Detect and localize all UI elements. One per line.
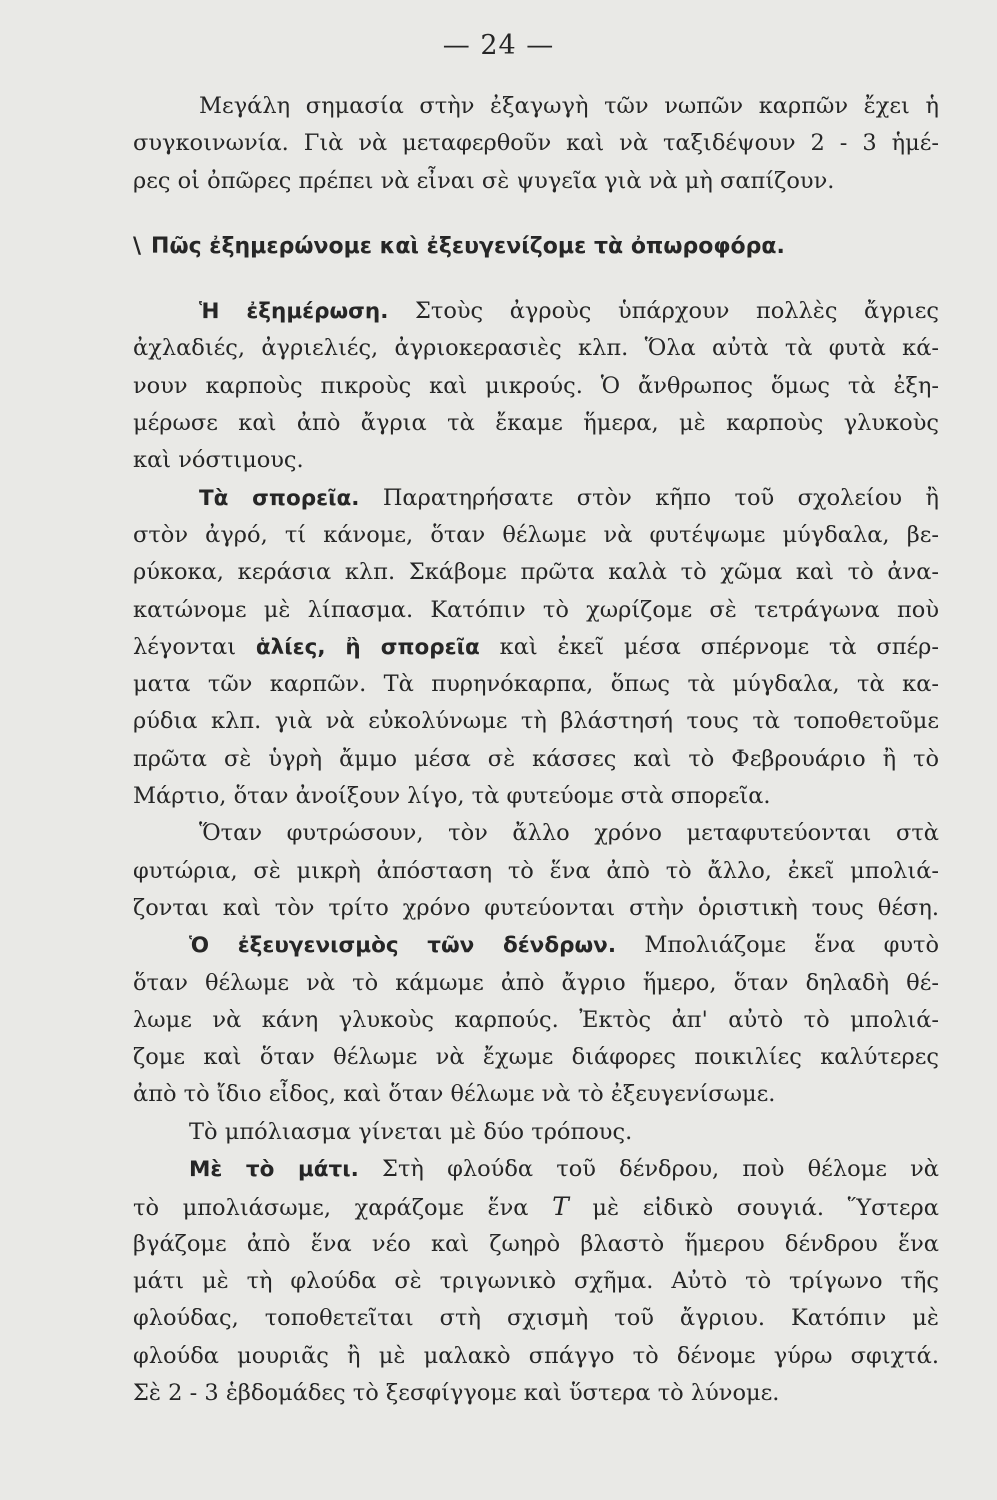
section-heading-text: Πῶς ἐξημερώνομε καὶ ἐξευγενίζομε τὰ ὀπωροφόρα. [151, 233, 785, 259]
margin-mark: \ [133, 233, 142, 259]
text-line: κατώνομε μὲ λίπασμα. Κατόπιν τὸ χωρίζομε σὲ τετράγωνα ποὺ [133, 596, 939, 623]
text-line: καὶ νόστιμους. [133, 447, 304, 474]
text-line: φυτώρια, σὲ μικρὴ ἀπόσταση τὸ ἕνα ἀπὸ τὸ ἄλλο, ἐκεῖ μπολιά- [133, 857, 939, 884]
text-span: καὶ ἐκεῖ μέσα σπέρνομε τὰ σπέρ- [499, 633, 939, 660]
text-span: Παρατηρήσατε στὸν κῆπο τοῦ σχολείου ἢ [382, 484, 939, 511]
text-line [133, 1188, 939, 1225]
subsection-heading: Μὲ τὸ μάτι. [189, 1157, 359, 1183]
text-line: Σὲ 2 - 3 ἑβδομάδες τὸ ξεσφίγγομε καὶ ὕστερα τὸ λύνομε. [133, 1379, 780, 1406]
text-line: βγάζομε ἀπὸ ἕνα νέο καὶ ζωηρὸ βλαστὸ ἥμερου δένδρου ἕνα [133, 1230, 939, 1257]
paragraph-start [133, 293, 939, 330]
paragraph-start [133, 480, 939, 517]
text-line: στὸν ἀγρό, τί κάνομε, ὅταν θέλωμε νὰ φυτέψωμε μύγδαλα, βε- [133, 521, 939, 548]
text-span: Μπολιάζομε ἕνα φυτὸ [644, 932, 939, 959]
paragraph-start [133, 927, 939, 964]
bold-term: ἁλίες, [255, 634, 326, 660]
text-line: Μάρτιο, ὅταν ἀνοίξουν λίγο, τὰ φυτεύομε στὰ σπορεῖα. [133, 783, 771, 810]
text-line: λωμε νὰ κάνη γλυκοὺς καρπούς. Ἐκτὸς ἀπ' αὐτὸ τὸ μπολιά- [133, 1006, 939, 1033]
text-line: ὅταν θέλωμε νὰ τὸ κάμωμε ἀπὸ ἄγριο ἥμερο, ὅταν δηλαδὴ θέ- [133, 969, 939, 996]
page-text [133, 88, 939, 1412]
text-line [133, 629, 939, 666]
italic-letter: Τ [552, 1192, 569, 1222]
text-span: μὲ εἰδικὸ σουγιά. Ὕστερα [592, 1195, 939, 1222]
text-line: μέρωσε καὶ ἀπὸ ἄγρια τὰ ἔκαμε ἥμερα, μὲ καρποὺς γλυκοὺς [133, 410, 939, 437]
text-line: νουν καρποὺς πικροὺς καὶ μικρούς. Ὁ ἄνθρωπος ὅμως τὰ ἐξη- [133, 372, 939, 399]
text-line: Ὅταν φυτρώσουν, τὸν ἄλλο χρόνο μεταφυτεύονται στὰ [199, 820, 939, 847]
text-line: ζονται καὶ τὸν τρίτο χρόνο φυτεύονται στὴν ὁριστικὴ τους θέση. [133, 894, 939, 921]
text-span: τὸ μπολιάσωμε, χαράζομε ἕνα [133, 1195, 529, 1222]
text-span: Στὴ φλούδα τοῦ δένδρου, ποὺ θέλομε νὰ [382, 1156, 939, 1183]
text-line: ρες οἱ ὀπῶρες πρέπει νὰ εἶναι σὲ ψυγεῖα γιὰ νὰ μὴ σαπίζουν. [133, 167, 835, 194]
text-line: φλούδα μουριᾶς ἢ μὲ μαλακὸ σπάγγο τὸ δένομε γύρω σφιχτά. [133, 1342, 939, 1369]
text-line: ρύκοκα, κεράσια κλπ. Σκάβομε πρῶτα καλὰ τὸ χῶμα καὶ τὸ ἀνα- [133, 559, 939, 586]
text-line: συγκοινωνία. Γιὰ νὰ μεταφερθοῦν καὶ νὰ ταξιδέψουν 2 - 3 ἡμέ- [133, 130, 939, 157]
text-line: ματα τῶν καρπῶν. Τὰ πυρηνόκαρπα, ὅπως τὰ μύγδαλα, τὰ κα- [133, 671, 939, 698]
text-line: πρῶτα σὲ ὑγρὴ ἄμμο μέσα σὲ κάσσες καὶ τὸ Φεβρουάριο ἢ τὸ [133, 745, 939, 772]
text-line: Τὸ μπόλιασμα γίνεται μὲ δύο τρόπους. [189, 1118, 633, 1145]
text-line: Μεγάλη σημασία στὴν ἐξαγωγὴ τῶν νωπῶν καρπῶν ἔχει ἡ [199, 93, 939, 119]
text-line: ἀπὸ τὸ ἴδιο εἶδος, καὶ ὅταν θέλωμε νὰ τὸ ἐξευγενίσωμε. [133, 1081, 776, 1108]
text-line: φλούδας, τοποθετεῖται στὴ σχισμὴ τοῦ ἄγριου. Κατόπιν μὲ [133, 1305, 939, 1332]
text-span: Στοὺς ἀγροὺς ὑπάρχουν πολλὲς ἄγριες [414, 298, 939, 325]
text-line: ἀχλαδιές, ἀγριελιές, ἀγριοκερασιὲς κλπ. Ὅλα αὐτὰ τὰ φυτὰ κά- [133, 335, 939, 362]
text-line: μάτι μὲ τὴ φλούδα σὲ τριγωνικὸ σχῆμα. Αὐτὸ τὸ τρίγωνο τῆς [133, 1267, 939, 1294]
section-heading [133, 228, 939, 265]
page-number: — 24 — [442, 30, 555, 61]
text-span: λέγονται [133, 633, 237, 660]
bold-term: ἢ σπορεῖα [345, 634, 480, 660]
paragraph-start [133, 1151, 939, 1188]
subsection-heading: Ἡ ἐξημέρωση. [199, 299, 389, 325]
text-line: ρύδια κλπ. γιὰ νὰ εὐκολύνωμε τὴ βλάστησή τους τὰ τοποθετοῦμε [133, 708, 939, 735]
subsection-heading: Τὰ σπορεῖα. [199, 485, 360, 511]
text-line: ζομε καὶ ὅταν θέλωμε νὰ ἔχωμε διάφορες ποικιλίες καλύτερες [133, 1044, 939, 1071]
subsection-heading: Ὁ ἐξευγενισμὸς τῶν δένδρων. [189, 933, 616, 959]
